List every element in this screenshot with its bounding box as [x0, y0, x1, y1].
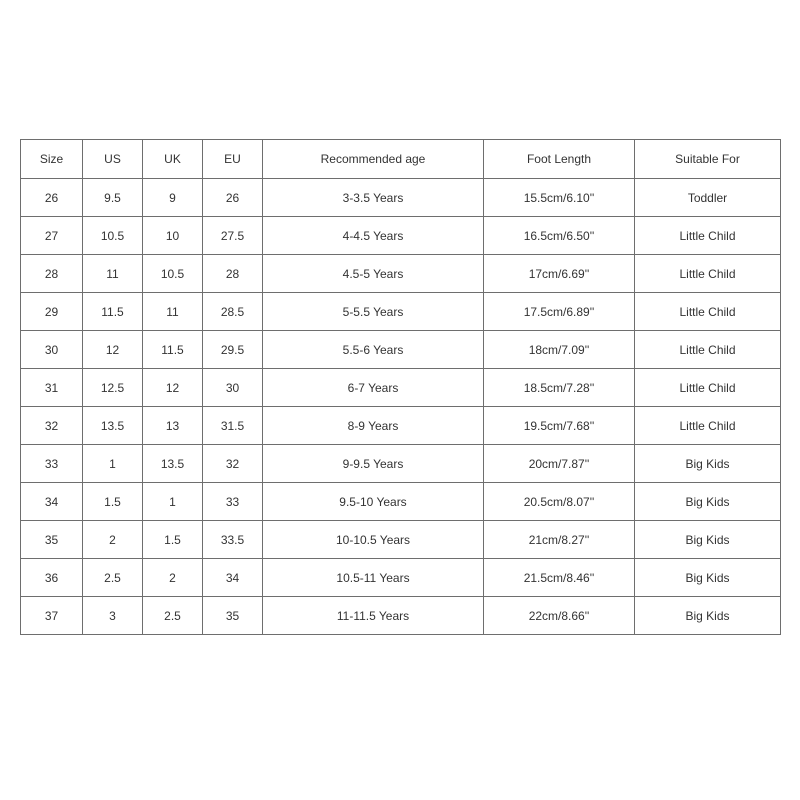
table-row — [21, 217, 781, 255]
cell-eu: 27.5 — [203, 217, 263, 255]
header-row — [21, 140, 781, 179]
header-recommended-age: Recommended age — [263, 140, 484, 179]
cell-foot-length: 21.5cm/8.46'' — [484, 559, 635, 597]
cell-eu: 33 — [203, 483, 263, 521]
cell-size: 30 — [21, 331, 83, 369]
cell-eu: 30 — [203, 369, 263, 407]
cell-foot-length: 19.5cm/7.68'' — [484, 407, 635, 445]
cell-eu: 28 — [203, 255, 263, 293]
table-row — [21, 559, 781, 597]
cell-foot-length: 17.5cm/6.89'' — [484, 293, 635, 331]
cell-suitable-for: Big Kids — [635, 559, 781, 597]
cell-suitable-for: Little Child — [635, 331, 781, 369]
cell-eu: 32 — [203, 445, 263, 483]
cell-eu: 34 — [203, 559, 263, 597]
cell-us: 2.5 — [83, 559, 143, 597]
cell-uk: 13 — [143, 407, 203, 445]
table-row — [21, 407, 781, 445]
header-suitable-for: Suitable For — [635, 140, 781, 179]
cell-suitable-for: Little Child — [635, 293, 781, 331]
cell-us: 13.5 — [83, 407, 143, 445]
cell-foot-length: 16.5cm/6.50'' — [484, 217, 635, 255]
cell-recommended-age: 11-11.5 Years — [263, 597, 484, 635]
cell-suitable-for: Big Kids — [635, 445, 781, 483]
header-size: Size — [21, 140, 83, 179]
cell-suitable-for: Big Kids — [635, 597, 781, 635]
table-header — [21, 140, 781, 179]
cell-suitable-for: Toddler — [635, 179, 781, 217]
cell-size: 32 — [21, 407, 83, 445]
cell-eu: 29.5 — [203, 331, 263, 369]
cell-recommended-age: 6-7 Years — [263, 369, 484, 407]
cell-foot-length: 18cm/7.09'' — [484, 331, 635, 369]
cell-size: 36 — [21, 559, 83, 597]
table-row — [21, 179, 781, 217]
header-eu: EU — [203, 140, 263, 179]
cell-size: 26 — [21, 179, 83, 217]
cell-uk: 13.5 — [143, 445, 203, 483]
cell-uk: 1 — [143, 483, 203, 521]
cell-recommended-age: 9-9.5 Years — [263, 445, 484, 483]
size-chart-table — [20, 139, 781, 635]
table-row — [21, 597, 781, 635]
cell-eu: 35 — [203, 597, 263, 635]
cell-size: 34 — [21, 483, 83, 521]
cell-us: 1 — [83, 445, 143, 483]
cell-size: 27 — [21, 217, 83, 255]
cell-eu: 28.5 — [203, 293, 263, 331]
cell-size: 31 — [21, 369, 83, 407]
cell-uk: 1.5 — [143, 521, 203, 559]
table-row — [21, 293, 781, 331]
cell-recommended-age: 10.5-11 Years — [263, 559, 484, 597]
cell-size: 29 — [21, 293, 83, 331]
table-row — [21, 445, 781, 483]
cell-suitable-for: Little Child — [635, 217, 781, 255]
cell-uk: 10.5 — [143, 255, 203, 293]
cell-eu: 33.5 — [203, 521, 263, 559]
cell-us: 11.5 — [83, 293, 143, 331]
cell-eu: 26 — [203, 179, 263, 217]
table-row — [21, 483, 781, 521]
cell-uk: 2 — [143, 559, 203, 597]
cell-uk: 10 — [143, 217, 203, 255]
cell-foot-length: 21cm/8.27'' — [484, 521, 635, 559]
cell-recommended-age: 5-5.5 Years — [263, 293, 484, 331]
cell-suitable-for: Little Child — [635, 369, 781, 407]
cell-us: 10.5 — [83, 217, 143, 255]
cell-uk: 12 — [143, 369, 203, 407]
cell-foot-length: 22cm/8.66'' — [484, 597, 635, 635]
cell-us: 3 — [83, 597, 143, 635]
cell-us: 12.5 — [83, 369, 143, 407]
header-foot-length: Foot Length — [484, 140, 635, 179]
cell-foot-length: 15.5cm/6.10'' — [484, 179, 635, 217]
cell-us: 2 — [83, 521, 143, 559]
cell-us: 9.5 — [83, 179, 143, 217]
cell-size: 35 — [21, 521, 83, 559]
table-row — [21, 521, 781, 559]
header-uk: UK — [143, 140, 203, 179]
cell-suitable-for: Big Kids — [635, 521, 781, 559]
header-us: US — [83, 140, 143, 179]
cell-recommended-age: 4.5-5 Years — [263, 255, 484, 293]
table-row — [21, 369, 781, 407]
cell-suitable-for: Little Child — [635, 407, 781, 445]
cell-foot-length: 20cm/7.87'' — [484, 445, 635, 483]
cell-suitable-for: Big Kids — [635, 483, 781, 521]
cell-size: 37 — [21, 597, 83, 635]
cell-size: 33 — [21, 445, 83, 483]
cell-recommended-age: 4-4.5 Years — [263, 217, 484, 255]
table-row — [21, 331, 781, 369]
cell-uk: 2.5 — [143, 597, 203, 635]
table-row — [21, 255, 781, 293]
table-body — [21, 179, 781, 635]
cell-uk: 11.5 — [143, 331, 203, 369]
cell-uk: 11 — [143, 293, 203, 331]
cell-recommended-age: 8-9 Years — [263, 407, 484, 445]
cell-uk: 9 — [143, 179, 203, 217]
cell-foot-length: 18.5cm/7.28'' — [484, 369, 635, 407]
cell-recommended-age: 10-10.5 Years — [263, 521, 484, 559]
cell-us: 11 — [83, 255, 143, 293]
cell-eu: 31.5 — [203, 407, 263, 445]
cell-foot-length: 17cm/6.69'' — [484, 255, 635, 293]
cell-recommended-age: 9.5-10 Years — [263, 483, 484, 521]
cell-recommended-age: 3-3.5 Years — [263, 179, 484, 217]
cell-us: 1.5 — [83, 483, 143, 521]
cell-us: 12 — [83, 331, 143, 369]
cell-suitable-for: Little Child — [635, 255, 781, 293]
cell-recommended-age: 5.5-6 Years — [263, 331, 484, 369]
cell-size: 28 — [21, 255, 83, 293]
cell-foot-length: 20.5cm/8.07'' — [484, 483, 635, 521]
